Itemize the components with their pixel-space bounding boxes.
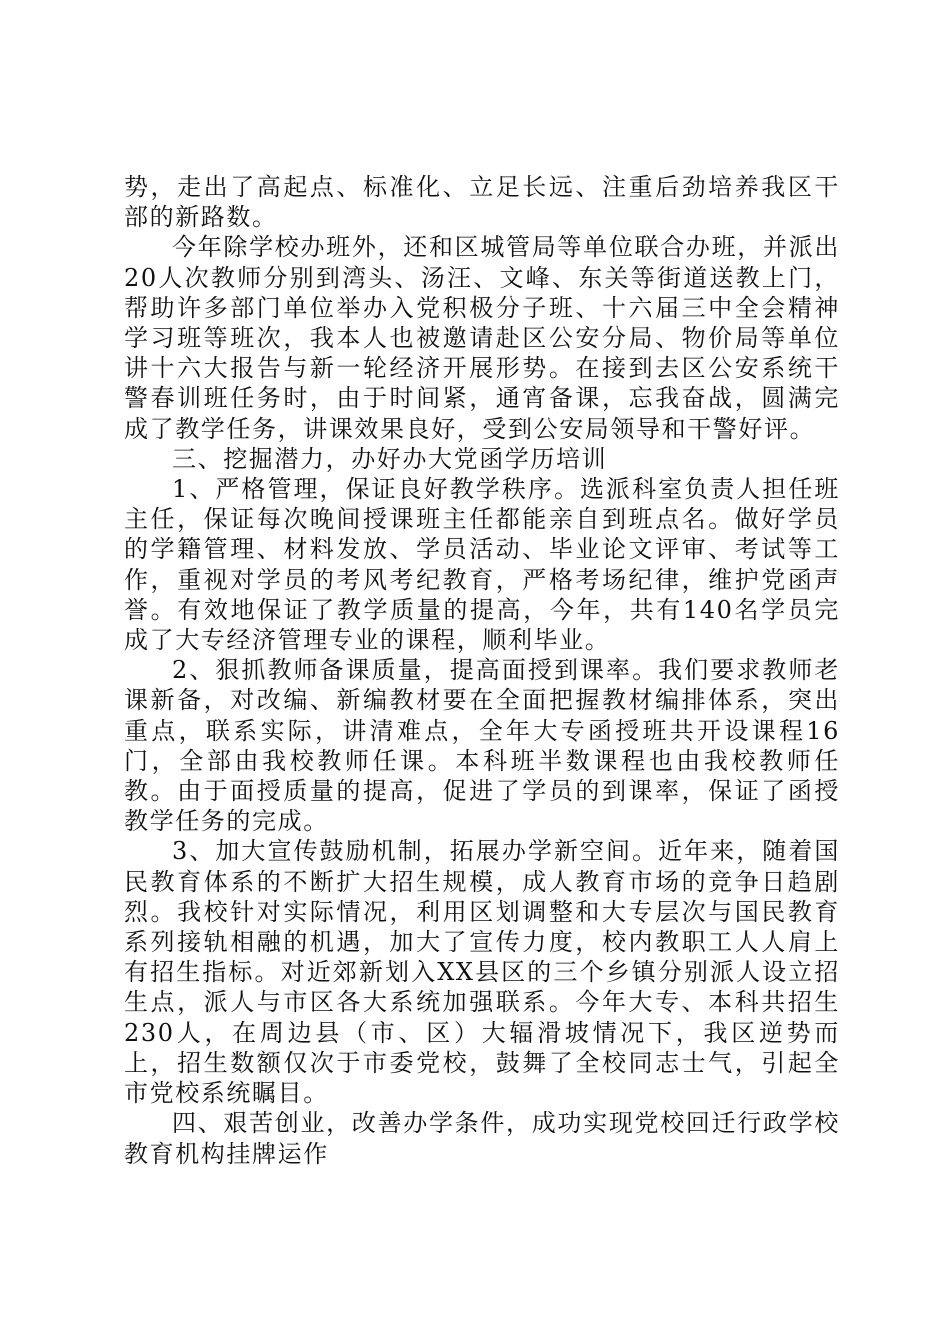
paragraph-strict-management: 1、严格管理，保证良好教学秩序。选派科室负责人担任班主任，保证每次晚间授课班主任都能亲自到班点名。做好学员的学籍管理、材料发放、学员活动、毕业论文评审、考试等工作，重视对学员的考风考纪教育，严格考场纪律，维护党函声誉。有效地保证了教学质量的提高，今年，共有140名学员完成了大专经济管理专业的课程，顺利毕业。 xyxy=(124,475,840,655)
document-body xyxy=(124,172,840,1169)
paragraph-continuation: 势，走出了高起点、标准化、立足长远、注重后劲培养我区干部的新路数。 xyxy=(124,173,840,232)
paragraph-teaching-quality: 2、狠抓教师备课质量，提高面授到课率。我们要求教师老课新备，对改编、新编教材要在全面把握教材编排体系，突出重点，联系实际，讲清难点，全年大专函授班共开设课程16门，全部由我校教师任课。本科班半数课程也由我校教师任教。由于面授质量的提高，促进了学员的到课率，保证了函授教学任务的完成。 xyxy=(124,656,840,836)
paragraph-promotion: 3、加大宣传鼓励机制，拓展办学新空间。近年来，随着国民教育体系的不断扩大招生规模，成人教育市场的竞争日趋剧烈。我校针对实际情况，利用区划调整和大专层次与国民教育系列接轨相融的机遇，加大了宣传力度，校内教职工人人肩上有招生指标。对近郊新划入XX县区的三个乡镇分别派人设立招生点，派人与市区各大系统加强联系。今年大专、本科共招生230人，在周边县（市、区）大辐滑坡情况下，我区逆势而上，招生数额仅次于市委党校，鼓舞了全校同志士气，引起全市党校系统瞩目。 xyxy=(124,837,840,1108)
section-heading-four: 四、艰苦创业，改善办学条件，成功实现党校回迁行政学校教育机构挂牌运作 xyxy=(124,1109,840,1168)
paragraph-joint-classes: 今年除学校办班外，还和区城管局等单位联合办班，并派出20人次教师分别到湾头、汤汪、文峰、东关等街道送教上门，帮助许多部门单位举办入党积极分子班、十六届三中全会精神学习班等班次，我本人也被邀请赴区公安分局、物价局等单位讲十六大报告与新一轮经济开展形势。在接到去区公安系统干警春训班任务时，由于时间紧，通宵备课，忘我奋战，圆满完成了教学任务，讲课效果良好，受到公安局领导和干警好评。 xyxy=(124,233,840,443)
section-heading-three: 三、挖掘潜力，办好办大党函学历培训 xyxy=(172,444,608,473)
